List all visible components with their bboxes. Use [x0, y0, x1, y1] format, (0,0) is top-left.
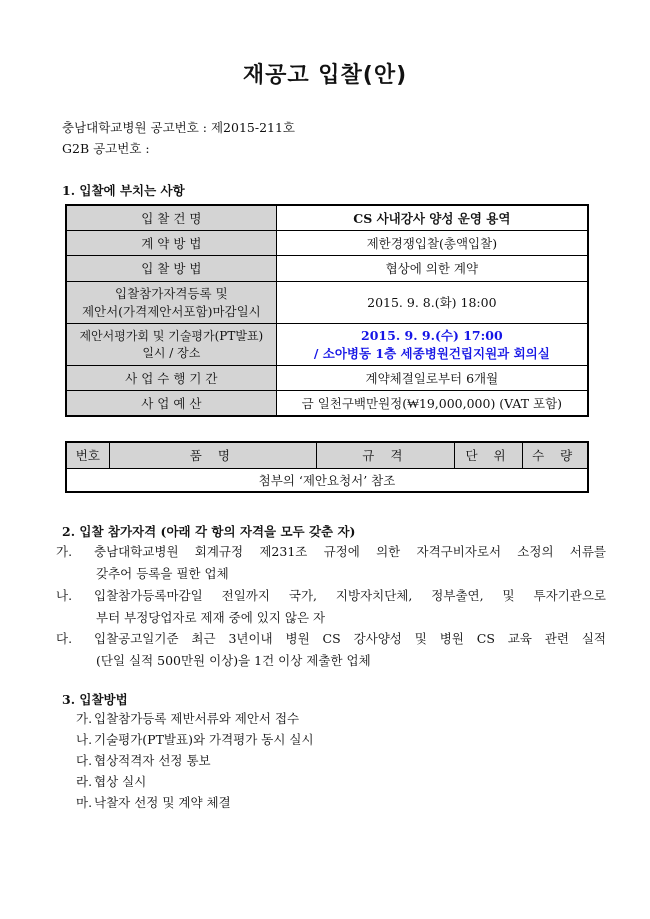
table-row: [66, 323, 588, 365]
g2b-number: G2B 공고번호 :: [62, 141, 150, 156]
table-row: [66, 230, 588, 255]
item-text: 충남대학교병원 회계규정 제231조 규정에 의한 자격구비자로서 소정의 서류를: [94, 544, 606, 559]
row-value: 제한경쟁입찰(총액입찰): [276, 230, 588, 255]
table-row: [66, 281, 588, 323]
item-marker: 가.: [76, 711, 93, 726]
list-item: [76, 750, 596, 772]
item-marker: 나.: [76, 732, 93, 747]
row-label: 입 찰 방 법: [66, 255, 276, 281]
table-row: [66, 365, 588, 390]
notice-number: 충남대학교병원 공고번호 : 제2015-211호: [62, 120, 296, 135]
col-header-name: 품 명: [109, 442, 316, 468]
item-marker: 라.: [76, 774, 93, 789]
list-item: [76, 729, 596, 751]
list-item: [56, 541, 606, 585]
pt-datetime: 2015. 9. 9.(수) 17:00: [361, 328, 503, 343]
col-header-spec: 규 격: [316, 442, 454, 468]
list-item: [56, 628, 606, 672]
item-text-cont: (단일 실적 500만원 이상)을 1건 이상 제출한 업체: [96, 653, 371, 668]
item-marker: 다.: [56, 631, 73, 646]
item-text: 협상 실시: [94, 774, 147, 789]
col-header-qty: 수 량: [523, 442, 588, 468]
item-marker: 나.: [56, 588, 73, 603]
item-text: 기술평가(PT발표)와 가격평가 동시 실시: [94, 732, 314, 747]
col-header-unit: 단 위: [454, 442, 523, 468]
pt-location: / 소아병동 1층 세종병원건립지원과 회의실: [313, 346, 550, 361]
bid-info-table: [65, 204, 589, 417]
table-header-row: [66, 442, 588, 468]
item-text: 입찰공고일기준 최근 3년이내 병원 CS 강사양성 및 병원 CS 교육 관련 실적: [94, 631, 606, 646]
list-item: [76, 792, 596, 814]
row-label: 사 업 수 행 기 간: [66, 365, 276, 390]
section2-heading: 2. 입찰 참가자격 (아래 각 항의 자격을 모두 갖춘 자): [62, 524, 356, 539]
table-row: [66, 205, 588, 230]
item-text-cont: 부터 부정당업자로 제재 중에 있지 않은 자: [96, 610, 326, 625]
item-text: 입찰참가등록 제반서류와 제안서 접수: [94, 711, 300, 726]
item-text-cont: 갖추어 등록을 필한 업체: [96, 566, 229, 581]
item-marker: 다.: [76, 753, 93, 768]
section1-heading: 1. 입찰에 부치는 사항: [62, 183, 185, 198]
row-value: [276, 323, 588, 365]
row-label-line: 제안서(가격제안서포함)마감일시: [81, 304, 261, 319]
row-label: 사 업 예 산: [66, 390, 276, 416]
row-value: 협상에 의한 계약: [276, 255, 588, 281]
item-spec-table: [65, 441, 589, 493]
table-row: [66, 468, 588, 492]
item-text: 입찰참가등록마감일 전일까지 국가, 지방자치단체, 정부출연, 및 투자기관으로: [94, 588, 606, 603]
item-marker: 가.: [56, 544, 73, 559]
table-row: [66, 390, 588, 416]
row-value: 계약체결일로부터 6개월: [276, 365, 588, 390]
row-label: [66, 281, 276, 323]
row-value: CS 사내강사 양성 운영 용역: [276, 205, 588, 230]
row-label-line: 일시 / 장소: [142, 346, 201, 360]
items-note: 첨부의 ‘제안요청서’ 참조: [66, 468, 588, 492]
item-text: 협상적격자 선정 통보: [94, 753, 211, 768]
item-text: 낙찰자 선정 및 계약 체결: [94, 795, 231, 810]
row-value: 금 일천구백만원정(₩19,000,000) (VAT 포함): [276, 390, 588, 416]
list-item: [76, 708, 596, 730]
row-label: 입 찰 건 명: [66, 205, 276, 230]
row-label-line: 제안서평가회 및 기술평가(PT발표): [79, 329, 264, 343]
col-header-number: 번호: [66, 442, 109, 468]
row-value: 2015. 9. 8.(화) 18:00: [276, 281, 588, 323]
document-title: 재공고 입찰(안): [242, 63, 408, 88]
table-row: [66, 255, 588, 281]
row-label: 계 약 방 법: [66, 230, 276, 255]
list-item: [56, 585, 606, 629]
section3-heading: 3. 입찰방법: [62, 692, 128, 707]
item-marker: 마.: [76, 795, 93, 810]
list-item: [76, 771, 596, 793]
row-label-line: 입찰참가자격등록 및: [115, 286, 228, 301]
row-label: [66, 323, 276, 365]
